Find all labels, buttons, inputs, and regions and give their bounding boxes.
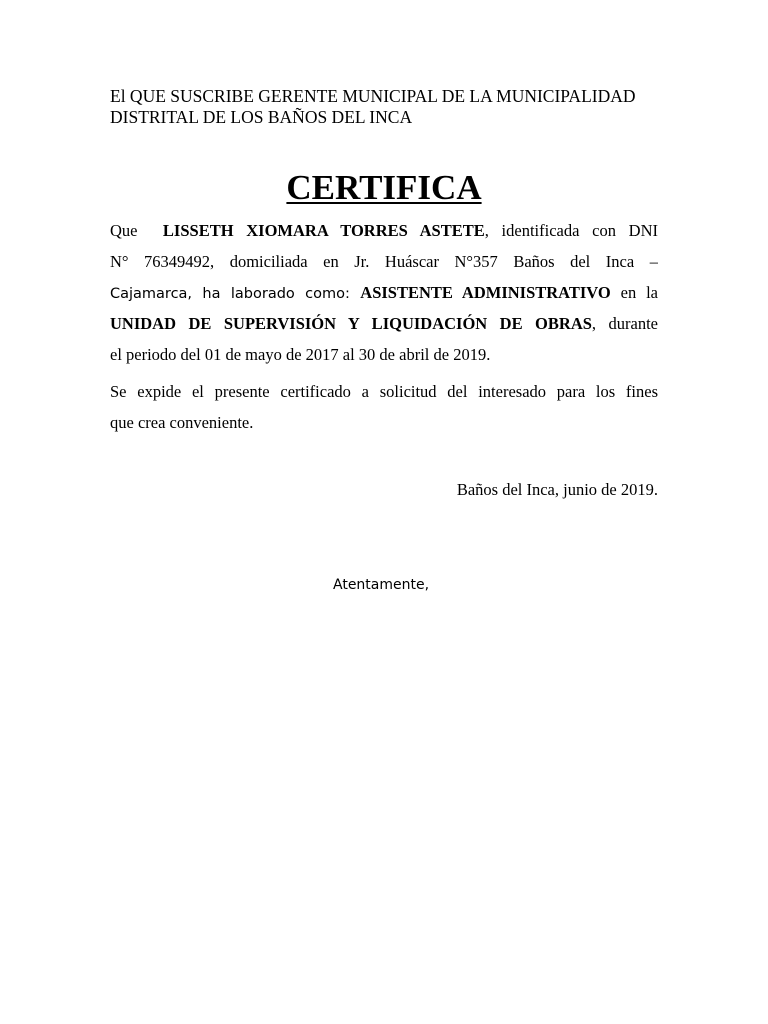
issuance-line-1: Se expide el presente certificado a solicitud del interesado para los fines [110, 382, 658, 401]
date-line: Baños del Inca, junio de 2019. [456, 480, 658, 499]
position-suffix: en la [610, 283, 658, 302]
certification-paragraph [110, 215, 658, 370]
header-line-2: DISTRITAL DE LOS BAÑOS DEL INCA [110, 107, 413, 127]
title-text: CERTIFICA [286, 168, 482, 207]
unit-suffix: , durante [591, 314, 658, 333]
dni-address-text: N° 76349492, domiciliada en Jr. Huáscar N°357 Baños del Inca – [110, 252, 658, 271]
que-word: Que [110, 221, 138, 240]
issuance-line-2: que crea conveniente. [110, 413, 254, 432]
employment-period: el periodo del 01 de mayo de 2017 al 30 de abril de 2019. [110, 345, 491, 364]
paragraph-line-4 [110, 308, 658, 339]
dni-label: , identificada con DNI [484, 221, 658, 240]
issuance-paragraph [110, 376, 658, 438]
city-text: Cajamarca, ha laborado como: [110, 286, 361, 302]
closing-text: Atentamente, [333, 577, 430, 593]
paragraph-line-1 [110, 215, 658, 246]
job-position: ASISTENTE ADMINISTRATIVO [360, 283, 611, 302]
document-header [110, 86, 660, 128]
document-title [0, 168, 768, 208]
paragraph-line-3 [110, 277, 658, 308]
work-unit: UNIDAD DE SUPERVISIÓN Y LIQUIDACIÓN DE OBRAS [110, 314, 592, 333]
employee-name: LISSETH XIOMARA TORRES ASTETE [162, 221, 485, 240]
header-line-1: El QUE SUSCRIBE GERENTE MUNICIPAL DE LA MUNICIPALIDAD [110, 86, 636, 106]
paragraph-line-2 [110, 246, 658, 277]
paragraph-line-5 [110, 339, 658, 370]
